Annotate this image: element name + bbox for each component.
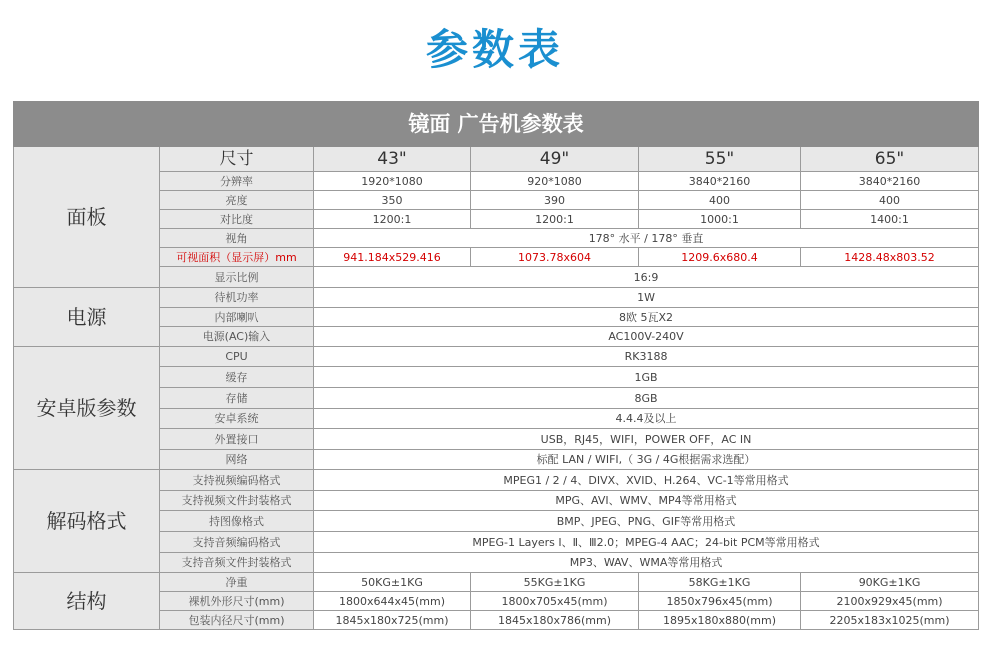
cell: 1800x705x45(mm) — [471, 592, 639, 611]
row-label: 包装内径尺寸(mm) — [160, 611, 314, 630]
row-label: 可视面积（显示屏）mm — [160, 248, 314, 267]
cell: 1200:1 — [471, 210, 639, 229]
cell: 1400:1 — [801, 210, 979, 229]
cell: 50KG±1KG — [314, 573, 471, 592]
row-label: 缓存 — [160, 367, 314, 388]
cell: 1845x180x786(mm) — [471, 611, 639, 630]
cell: MPG、AVI、WMV、MP4等常用格式 — [314, 491, 979, 511]
cell: 1073.78x604 — [471, 248, 639, 267]
spec-table — [13, 101, 979, 630]
table-row — [14, 288, 979, 308]
cell: 90KG±1KG — [801, 573, 979, 592]
page-title: 参数表 — [425, 25, 564, 74]
cell: 标配 LAN / WIFI,（ 3G / 4G根据需求选配） — [314, 450, 979, 470]
cell: 1209.6x680.4 — [639, 248, 801, 267]
cell: 1W — [314, 288, 979, 308]
cell: 8欧 5瓦X2 — [314, 308, 979, 327]
row-label: 支持音频文件封装格式 — [160, 553, 314, 573]
group-android: 安卓版参数 — [14, 347, 160, 470]
row-label: 裸机外形尺寸(mm) — [160, 592, 314, 611]
banner-row — [14, 102, 979, 147]
group-power: 电源 — [14, 288, 160, 347]
cell: MP3、WAV、WMA等常用格式 — [314, 553, 979, 573]
cell: 350 — [314, 191, 471, 210]
table-row — [14, 470, 979, 491]
row-label: 待机功率 — [160, 288, 314, 308]
header-size-49: 49" — [471, 147, 639, 172]
cell: 1845x180x725(mm) — [314, 611, 471, 630]
row-label: 支持音频编码格式 — [160, 532, 314, 553]
row-label: CPU — [160, 347, 314, 367]
group-decode: 解码格式 — [14, 470, 160, 573]
header-size-label: 尺寸 — [160, 147, 314, 172]
cell: 3840*2160 — [639, 172, 801, 191]
cell: USB，RJ45，WIFI，POWER OFF，AC IN — [314, 429, 979, 450]
cell: 941.184x529.416 — [314, 248, 471, 267]
cell: 1000:1 — [639, 210, 801, 229]
cell: 400 — [801, 191, 979, 210]
row-label: 外置接口 — [160, 429, 314, 450]
row-label: 安卓系统 — [160, 409, 314, 429]
cell: 55KG±1KG — [471, 573, 639, 592]
cell: 920*1080 — [471, 172, 639, 191]
cell: MPEG-1 Layers Ⅰ、Ⅱ、Ⅲ2.0；MPEG-4 AAC；24-bit PCM等常用格式 — [314, 532, 979, 553]
cell: 2100x929x45(mm) — [801, 592, 979, 611]
cell: 1895x180x880(mm) — [639, 611, 801, 630]
cell: 1800x644x45(mm) — [314, 592, 471, 611]
cell: BMP、JPEG、PNG、GIF等常用格式 — [314, 511, 979, 532]
group-panel: 面板 — [14, 147, 160, 288]
header-size-43: 43" — [314, 147, 471, 172]
row-label: 支持视频编码格式 — [160, 470, 314, 491]
row-label: 净重 — [160, 573, 314, 592]
header-size-65: 65" — [801, 147, 979, 172]
table-row — [14, 573, 979, 592]
row-label: 网络 — [160, 450, 314, 470]
row-label: 分辨率 — [160, 172, 314, 191]
cell: 400 — [639, 191, 801, 210]
cell: 1920*1080 — [314, 172, 471, 191]
header-size-55: 55" — [639, 147, 801, 172]
cell: 1428.48x803.52 — [801, 248, 979, 267]
cell: MPEG1 / 2 / 4、DIVX、XVID、H.264、VC-1等常用格式 — [314, 470, 979, 491]
table-row — [14, 347, 979, 367]
cell: 1850x796x45(mm) — [639, 592, 801, 611]
cell: 4.4.4及以上 — [314, 409, 979, 429]
cell: 8GB — [314, 388, 979, 409]
cell: 16:9 — [314, 267, 979, 288]
cell: AC100V-240V — [314, 327, 979, 347]
table-banner: 镜面 广告机参数表 — [14, 102, 979, 147]
row-label: 视角 — [160, 229, 314, 248]
row-label: 存储 — [160, 388, 314, 409]
cell: 1GB — [314, 367, 979, 388]
row-label: 内部喇叭 — [160, 308, 314, 327]
row-label: 支持视频文件封装格式 — [160, 491, 314, 511]
cell: 178° 水平 / 178° 垂直 — [314, 229, 979, 248]
cell: RK3188 — [314, 347, 979, 367]
cell: 58KG±1KG — [639, 573, 801, 592]
cell: 3840*2160 — [801, 172, 979, 191]
row-label: 对比度 — [160, 210, 314, 229]
group-structure: 结构 — [14, 573, 160, 630]
header-row — [14, 147, 979, 172]
cell: 2205x183x1025(mm) — [801, 611, 979, 630]
cell: 390 — [471, 191, 639, 210]
row-label: 持图像格式 — [160, 511, 314, 532]
cell: 1200:1 — [314, 210, 471, 229]
row-label: 亮度 — [160, 191, 314, 210]
row-label: 电源(AC)输入 — [160, 327, 314, 347]
row-label: 显示比例 — [160, 267, 314, 288]
